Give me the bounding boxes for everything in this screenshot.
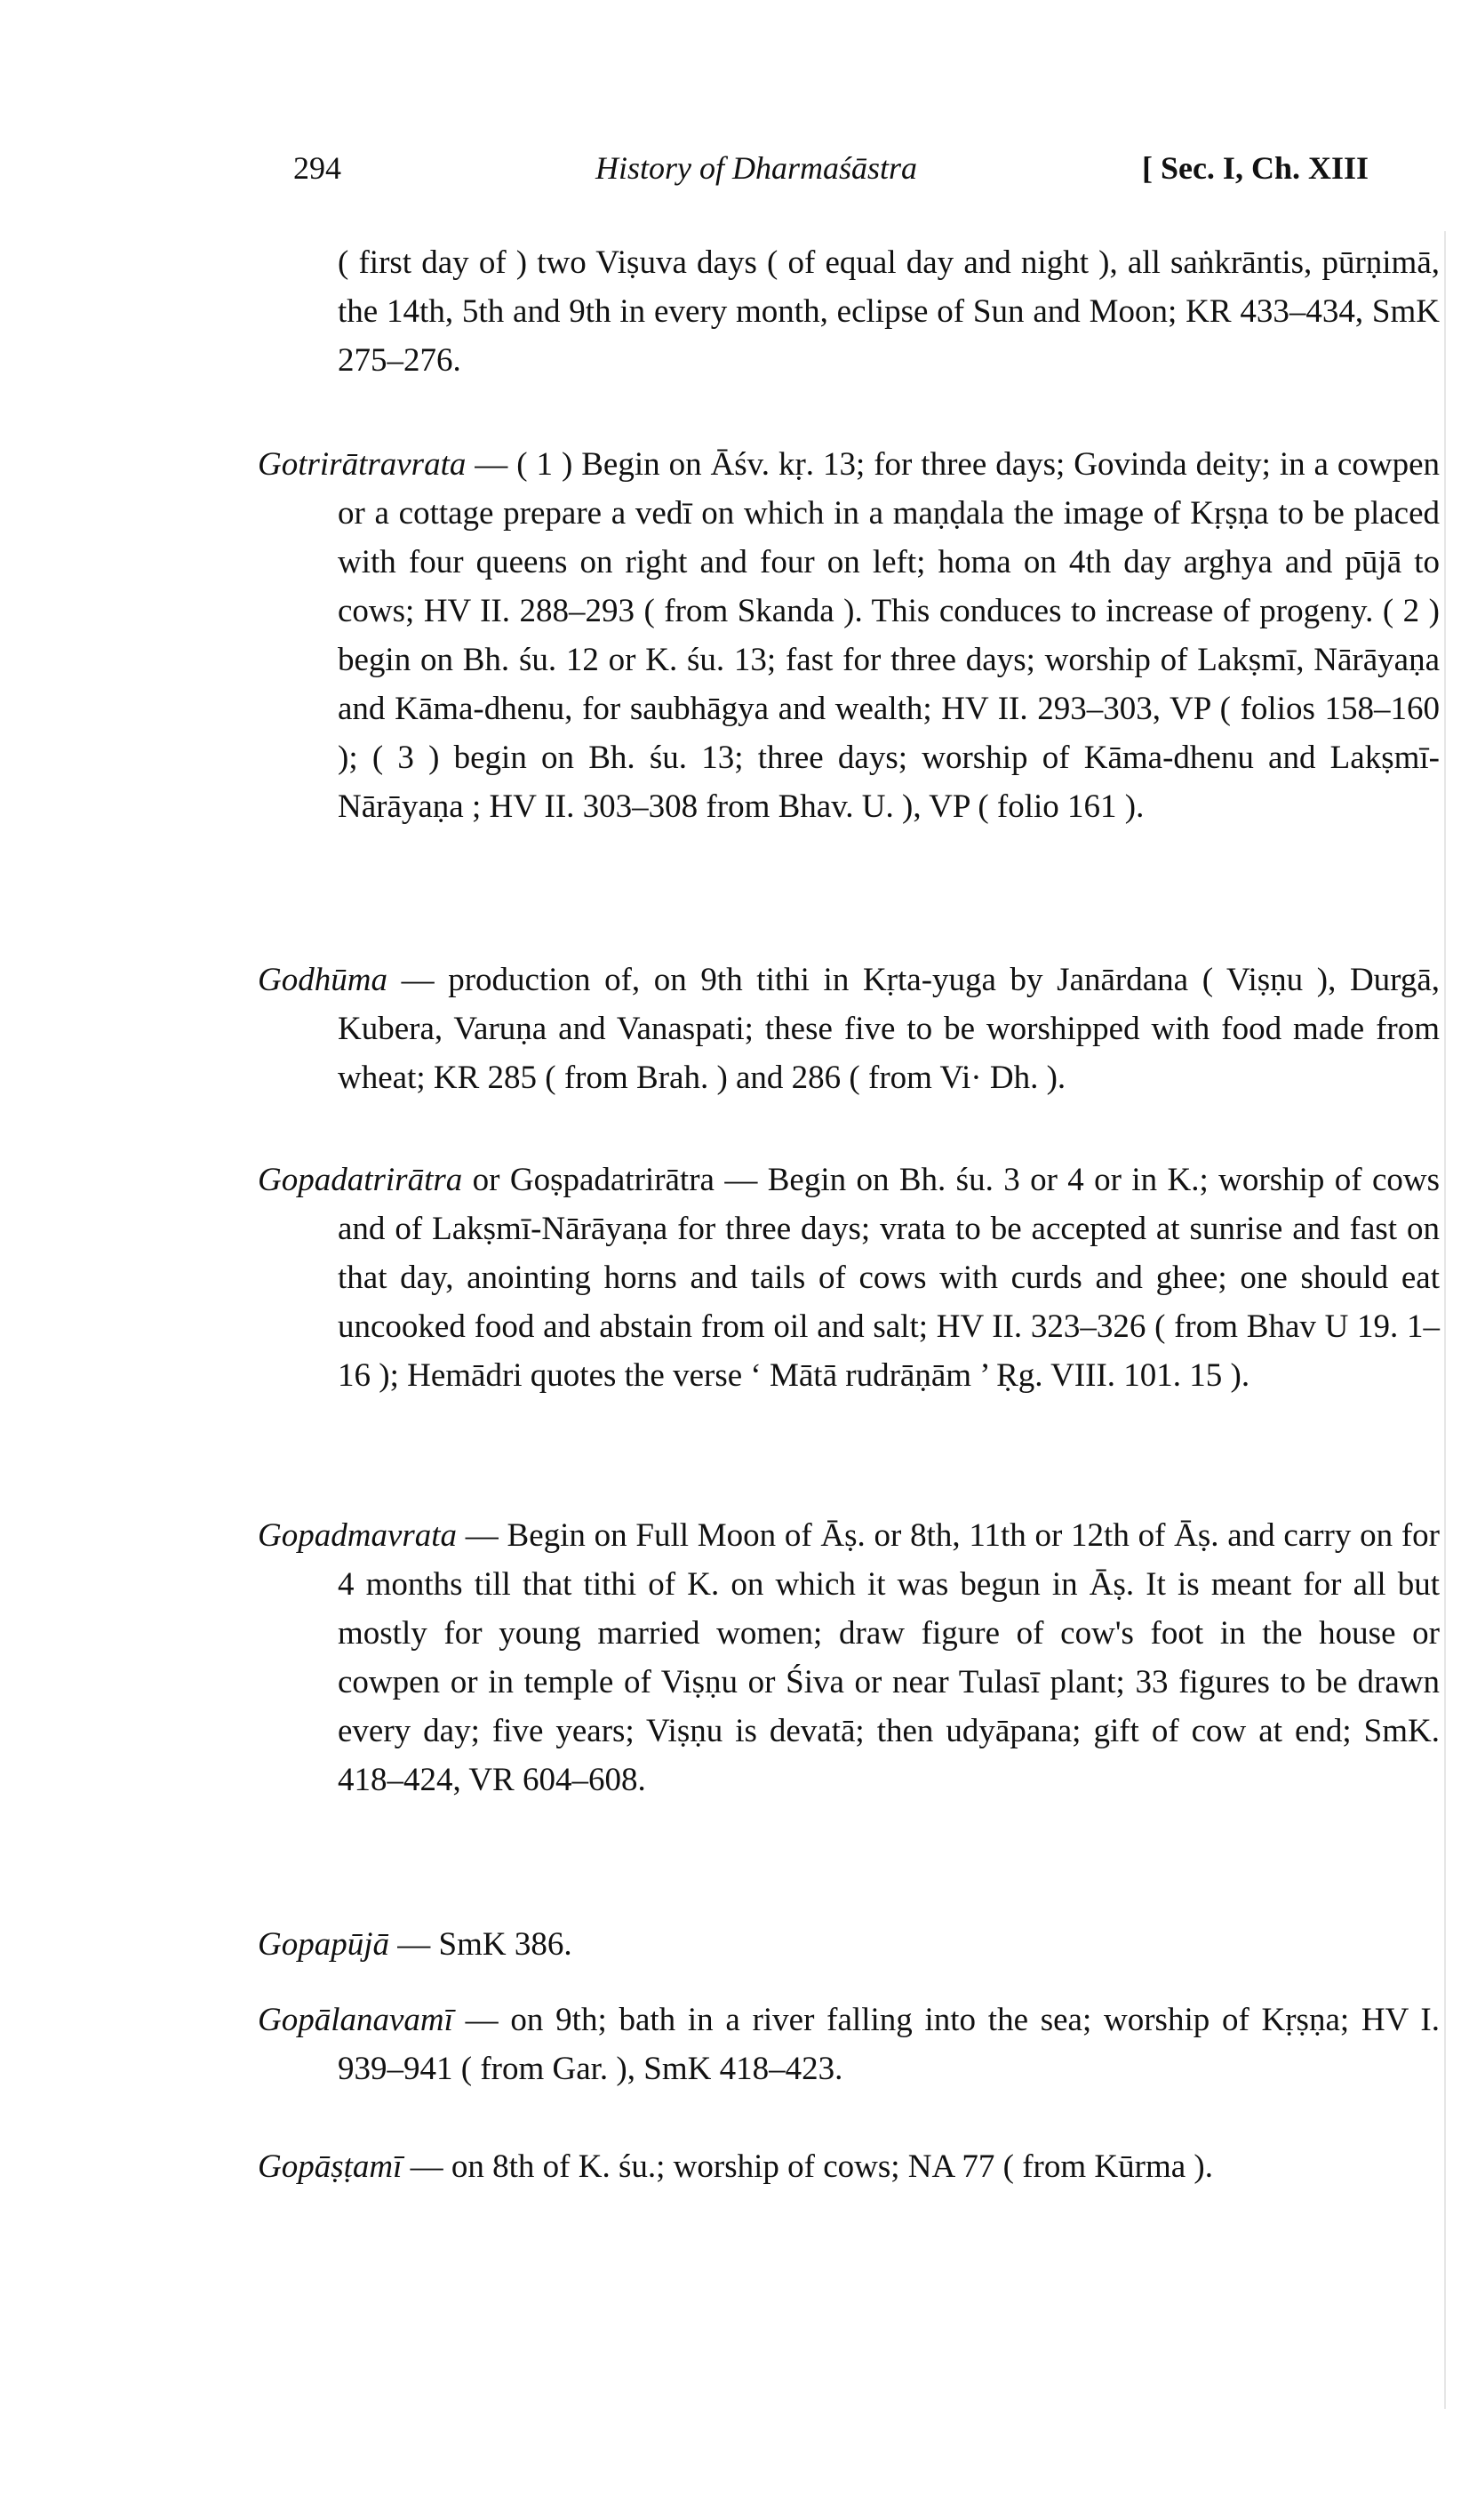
entry-continuation: ( first day of ) two Viṣuva days ( of equal day and night ), all saṅkrāntis, pūrṇimā, the 14th, 5th and 9th in every month, eclipse of Sun and Moon; KR 433–434, SmK 275–276.: [338, 244, 1440, 379]
section-reference: [ Sec. I, Ch. XIII: [1141, 150, 1369, 186]
entry-body: — on 9th; bath in a river falling into the sea; worship of Kṛṣṇa; HV I. 939–941 ( from Gar. ), SmK 418–423.: [338, 2002, 1440, 2087]
entry-body: — Begin on Full Moon of Āṣ. or 8th, 11th or 12th of Āṣ. and carry on for 4 months till that tithi of K. on which it was begun in Āṣ. It is meant for all but mostly for young married women; draw figure of cow's foot in the house or cowpen or in temple of Viṣṇu or Śiva or near Tulasī plant; 33 figures to be drawn every day; five years; Viṣṇu is devatā; then udyāpana; gift of cow at end; SmK. 418–424, VR 604–608.: [338, 1517, 1440, 1798]
entry-gotriratravrata: [258, 440, 1440, 831]
headword: Gopapūjā: [258, 1926, 389, 1963]
entry-gopalanavami: [258, 1996, 1440, 2093]
entry-gopadmavrata: [258, 1511, 1440, 1804]
entry-body: — production of, on 9th tithi in Kṛta-yuga by Janārdana ( Viṣṇu ), Durgā, Kubera, Varuṇa and Vanaspati; these five to be worshipped with food made from wheat; KR 285 ( from Brah. ) and 286 ( from Vi· Dh. ).: [338, 962, 1440, 1096]
running-header: [293, 149, 1369, 203]
headword: Gopadmavrata: [258, 1517, 458, 1554]
headword: Godhūma: [258, 962, 387, 998]
entry-godhuma: [258, 956, 1440, 1102]
headword: Gopāṣṭamī: [258, 2148, 403, 2185]
entry-body: — on 8th of K. śu.; worship of cows; NA 77 ( from Kūrma ).: [402, 2148, 1213, 2185]
entry-gopastami: [258, 2142, 1440, 2191]
margin-rule: [1444, 231, 1446, 2409]
entry-body: — SmK 386.: [389, 1926, 572, 1963]
headword: Gotrirātravrata: [258, 446, 467, 483]
entry-body: or Goṣpadatrirātra — Begin on Bh. śu. 3 or 4 or in K.; worship of cows and of Lakṣmī-Nārāyaṇa for three days; vrata to be accepted at sunrise and fast on that day, anointing horns and tails of cows with curds and ghee; one should eat uncooked food and abstain from oil and salt; HV II. 323–326 ( from Bhav U 19. 1–16 ); Hemādri quotes the verse ‘ Mātā rudrāṇām ’ Ṛg. VIII. 101. 15 ).: [338, 1162, 1440, 1394]
entry-gopapuja: [258, 1920, 1440, 1969]
entry-body: — ( 1 ) Begin on Āśv. kṛ. 13; for three days; Govinda deity; in a cowpen or a cottage prepare a vedī on which in a maṇḍala the image of Kṛṣṇa to be placed with four queens on right and four on left; homa on 4th day arghya and pūjā to cows; HV II. 288–293 ( from Skanda ). This conduces to increase of progeny. ( 2 ) begin on Bh. śu. 12 or K. śu. 13; fast for three days; worship of Lakṣmī, Nārāyaṇa and Kāma-dhenu, for saubhāgya and wealth; HV II. 293–303, VP ( folios 158–160 ); ( 3 ) begin on Bh. śu. 13; three days; worship of Kāma-dhenu and Lakṣmī-Nārāyaṇa ; HV II. 303–308 from Bhav. U. ), VP ( folio 161 ).: [338, 446, 1440, 825]
headword: Gopadatrirātra: [258, 1162, 463, 1198]
page-number: 294: [293, 150, 341, 186]
headword: Gopālanavamī: [258, 2002, 453, 2038]
entry-gopadatriratra: [258, 1156, 1440, 1400]
running-title: History of Dharmaśāstra: [595, 150, 918, 186]
